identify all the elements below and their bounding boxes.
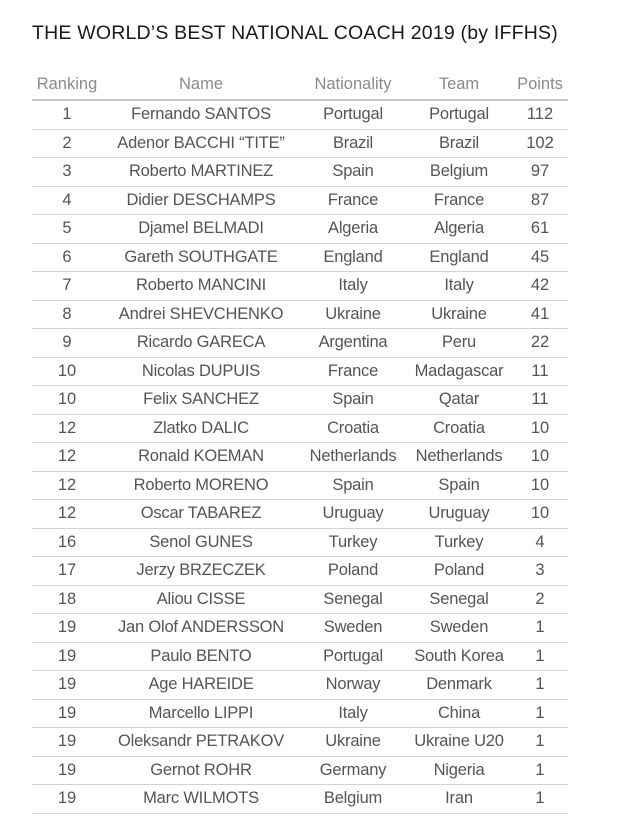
cell-name: Age HAREIDE — [102, 671, 300, 700]
cell-name: Aliou CISSE — [102, 585, 300, 614]
cell-ranking: 19 — [32, 699, 102, 728]
cell-team: Netherlands — [406, 443, 512, 472]
table-row — [32, 642, 568, 671]
cell-nationality: Poland — [300, 557, 406, 586]
cell-points: 2 — [512, 585, 568, 614]
table-header — [32, 69, 568, 100]
cell-points: 1 — [512, 671, 568, 700]
cell-nationality: Argentina — [300, 329, 406, 358]
cell-team: South Korea — [406, 642, 512, 671]
cell-name: Senol GUNES — [102, 528, 300, 557]
cell-team: Madagascar — [406, 357, 512, 386]
cell-name: Djamel BELMADI — [102, 215, 300, 244]
cell-nationality: Brazil — [300, 129, 406, 158]
cell-ranking: 19 — [32, 671, 102, 700]
cell-team: Sweden — [406, 614, 512, 643]
cell-nationality: Netherlands — [300, 443, 406, 472]
header-ranking: Ranking — [32, 69, 102, 100]
cell-ranking: 1 — [32, 100, 102, 129]
table-row — [32, 300, 568, 329]
cell-ranking: 19 — [32, 728, 102, 757]
table-row — [32, 414, 568, 443]
table-row — [32, 215, 568, 244]
cell-ranking: 8 — [32, 300, 102, 329]
cell-team: Italy — [406, 272, 512, 301]
cell-ranking: 6 — [32, 243, 102, 272]
page-title: THE WORLD’S BEST NATIONAL COACH 2019 (by IFFHS) — [32, 22, 558, 44]
cell-team: Iran — [406, 785, 512, 814]
table-row — [32, 386, 568, 415]
cell-nationality: Portugal — [300, 642, 406, 671]
cell-name: Andrei SHEVCHENKO — [102, 300, 300, 329]
cell-points: 10 — [512, 500, 568, 529]
cell-points: 1 — [512, 614, 568, 643]
cell-nationality: Ukraine — [300, 728, 406, 757]
table-row — [32, 728, 568, 757]
cell-team: Peru — [406, 329, 512, 358]
cell-name: Adenor BACCHI “TITE” — [102, 129, 300, 158]
cell-ranking: 3 — [32, 158, 102, 187]
cell-points: 61 — [512, 215, 568, 244]
cell-team: Croatia — [406, 414, 512, 443]
cell-points: 10 — [512, 471, 568, 500]
cell-points: 102 — [512, 129, 568, 158]
cell-team: Uruguay — [406, 500, 512, 529]
cell-nationality: Portugal — [300, 100, 406, 129]
cell-ranking: 10 — [32, 386, 102, 415]
cell-team: Belgium — [406, 158, 512, 187]
cell-name: Zlatko DALIC — [102, 414, 300, 443]
cell-ranking: 5 — [32, 215, 102, 244]
table-row — [32, 500, 568, 529]
cell-name: Jan Olof ANDERSSON — [102, 614, 300, 643]
cell-name: Ricardo GARECA — [102, 329, 300, 358]
cell-nationality: Norway — [300, 671, 406, 700]
cell-name: Roberto MANCINI — [102, 272, 300, 301]
cell-team: Brazil — [406, 129, 512, 158]
table-row — [32, 129, 568, 158]
cell-ranking: 10 — [32, 357, 102, 386]
cell-points: 22 — [512, 329, 568, 358]
cell-nationality: Algeria — [300, 215, 406, 244]
cell-points: 11 — [512, 357, 568, 386]
cell-points: 1 — [512, 756, 568, 785]
cell-name: Marcello LIPPI — [102, 699, 300, 728]
cell-points: 1 — [512, 699, 568, 728]
cell-points: 42 — [512, 272, 568, 301]
cell-nationality: Italy — [300, 272, 406, 301]
cell-name: Fernando SANTOS — [102, 100, 300, 129]
cell-name: Felix SANCHEZ — [102, 386, 300, 415]
cell-ranking: 16 — [32, 528, 102, 557]
header-nationality: Nationality — [300, 69, 406, 100]
cell-team: Ukraine — [406, 300, 512, 329]
cell-nationality: Belgium — [300, 785, 406, 814]
cell-nationality: Turkey — [300, 528, 406, 557]
table-row — [32, 528, 568, 557]
cell-team: Spain — [406, 471, 512, 500]
cell-name: Roberto MORENO — [102, 471, 300, 500]
table-row — [32, 671, 568, 700]
cell-team: Algeria — [406, 215, 512, 244]
cell-ranking: 12 — [32, 471, 102, 500]
cell-name: Roberto MARTINEZ — [102, 158, 300, 187]
cell-nationality: England — [300, 243, 406, 272]
cell-nationality: Uruguay — [300, 500, 406, 529]
cell-name: Oleksandr PETRAKOV — [102, 728, 300, 757]
cell-ranking: 9 — [32, 329, 102, 358]
table-row — [32, 557, 568, 586]
cell-name: Gernot ROHR — [102, 756, 300, 785]
cell-nationality: Germany — [300, 756, 406, 785]
cell-points: 45 — [512, 243, 568, 272]
cell-name: Ronald KOEMAN — [102, 443, 300, 472]
table-row — [32, 272, 568, 301]
cell-points: 10 — [512, 414, 568, 443]
cell-team: England — [406, 243, 512, 272]
cell-points: 10 — [512, 443, 568, 472]
cell-points: 41 — [512, 300, 568, 329]
cell-nationality: Italy — [300, 699, 406, 728]
cell-name: Didier DESCHAMPS — [102, 186, 300, 215]
cell-ranking: 2 — [32, 129, 102, 158]
table-row — [32, 699, 568, 728]
header-team: Team — [406, 69, 512, 100]
cell-team: Denmark — [406, 671, 512, 700]
cell-nationality: Sweden — [300, 614, 406, 643]
cell-ranking: 12 — [32, 443, 102, 472]
table-row — [32, 100, 568, 129]
table-row — [32, 585, 568, 614]
table-row — [32, 443, 568, 472]
cell-name: Oscar TABAREZ — [102, 500, 300, 529]
table-row — [32, 186, 568, 215]
cell-points: 4 — [512, 528, 568, 557]
table-body — [32, 100, 568, 813]
cell-team: Nigeria — [406, 756, 512, 785]
cell-ranking: 17 — [32, 557, 102, 586]
table-row — [32, 243, 568, 272]
header-name: Name — [102, 69, 300, 100]
cell-nationality: France — [300, 357, 406, 386]
table-row — [32, 756, 568, 785]
cell-team: China — [406, 699, 512, 728]
table-row — [32, 614, 568, 643]
cell-name: Gareth SOUTHGATE — [102, 243, 300, 272]
cell-name: Jerzy BRZECZEK — [102, 557, 300, 586]
cell-team: France — [406, 186, 512, 215]
coach-ranking-table — [32, 69, 568, 814]
cell-ranking: 18 — [32, 585, 102, 614]
cell-points: 1 — [512, 785, 568, 814]
cell-nationality: France — [300, 186, 406, 215]
cell-nationality: Ukraine — [300, 300, 406, 329]
cell-points: 1 — [512, 642, 568, 671]
cell-team: Ukraine U20 — [406, 728, 512, 757]
table-row — [32, 329, 568, 358]
cell-ranking: 4 — [32, 186, 102, 215]
cell-ranking: 7 — [32, 272, 102, 301]
cell-points: 3 — [512, 557, 568, 586]
cell-nationality: Croatia — [300, 414, 406, 443]
cell-points: 1 — [512, 728, 568, 757]
cell-name: Marc WILMOTS — [102, 785, 300, 814]
cell-ranking: 19 — [32, 614, 102, 643]
table-row — [32, 471, 568, 500]
cell-ranking: 19 — [32, 785, 102, 814]
cell-ranking: 19 — [32, 756, 102, 785]
cell-name: Nicolas DUPUIS — [102, 357, 300, 386]
cell-nationality: Senegal — [300, 585, 406, 614]
cell-points: 97 — [512, 158, 568, 187]
cell-ranking: 12 — [32, 500, 102, 529]
cell-nationality: Spain — [300, 386, 406, 415]
cell-points: 87 — [512, 186, 568, 215]
cell-team: Qatar — [406, 386, 512, 415]
cell-name: Paulo BENTO — [102, 642, 300, 671]
cell-team: Turkey — [406, 528, 512, 557]
table-row — [32, 158, 568, 187]
cell-ranking: 19 — [32, 642, 102, 671]
header-points: Points — [512, 69, 568, 100]
cell-team: Senegal — [406, 585, 512, 614]
table-row — [32, 785, 568, 814]
cell-nationality: Spain — [300, 471, 406, 500]
cell-team: Portugal — [406, 100, 512, 129]
cell-points: 112 — [512, 100, 568, 129]
table-row — [32, 357, 568, 386]
cell-team: Poland — [406, 557, 512, 586]
cell-points: 11 — [512, 386, 568, 415]
cell-nationality: Spain — [300, 158, 406, 187]
cell-ranking: 12 — [32, 414, 102, 443]
header-row — [32, 69, 568, 100]
